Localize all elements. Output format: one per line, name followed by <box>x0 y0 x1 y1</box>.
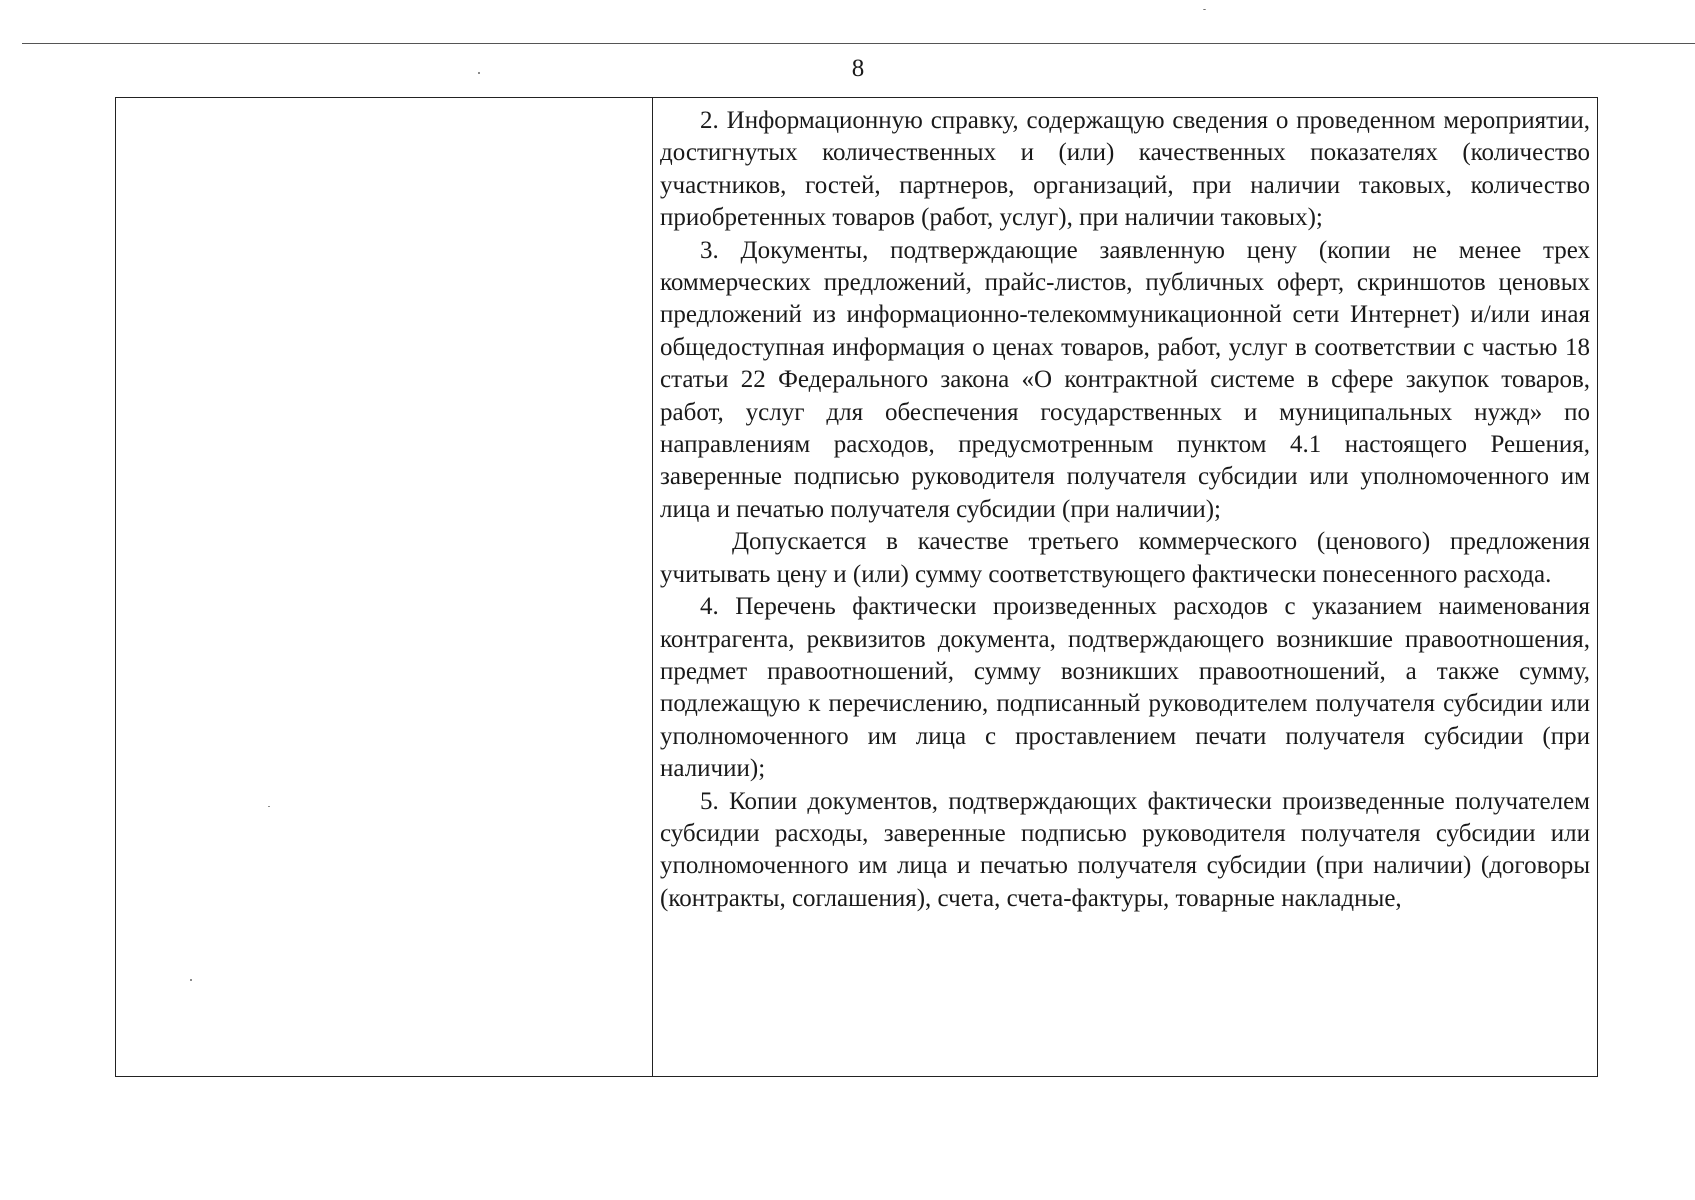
table-left-cell <box>116 98 653 1076</box>
header-rule <box>22 43 1695 44</box>
scan-speck <box>268 806 270 807</box>
page-number: 8 <box>851 55 865 82</box>
document-body <box>660 105 1590 1073</box>
scan-speck <box>478 72 480 74</box>
scan-speck <box>1203 9 1206 10</box>
paragraph-item-4: 4. Перечень фактически произведенных расходов с указанием наименования контрагента, реквизитов документа, подтверждающего возникшие правоотношения, предмет правоотношений, сумму возникших правоотношений, а также сумму, подлежащую к перечислению, подписанный руководителем получателя субсидии или уполномоченного им лица с проставлением печати получателя субсидии (при наличии); <box>660 593 1590 783</box>
scan-speck <box>190 979 192 981</box>
paragraph-item-5: 5. Копии документов, подтверждающих фактически произведенные получателем субсидии расходы, заверенные подписью руководителя получателя субсидии или уполномоченного им лица и печатью получателя субсидии (при наличии) (договоры (контракты, соглашения), счета, счета-фактуры, товарные накладные, <box>660 787 1590 912</box>
paragraph-item-2: 2. Информационную справку, содержащую сведения о проведенном мероприятии, достигнутых количественных и (или) качественных показателях (количество участников, гостей, партнеров, организаций, при наличии таковых, количество приобретенных товаров (работ, услуг), при наличии таковых); <box>660 107 1590 232</box>
paragraph-item-3-note: Допускается в качестве третьего коммерческого (ценового) предложения учитывать цену и (или) сумму соответствующего фактически понесенного расхода. <box>660 528 1590 588</box>
paragraph-item-3: 3. Документы, подтверждающие заявленную цену (копии не менее трех коммерческих предложений, прайс-листов, публичных оферт, скриншотов ценовых предложений из информационно-телекоммуникационной сети Интернет) и/или иная общедоступная информация о ценах товаров, работ, услуг в соответствии с частью 18 статьи 22 Федерального закона «О контрактной системе в сфере закупок товаров, работ, услуг для обеспечения государственных и муниципальных нужд» по направлениям расходов, предусмотренным пунктом 4.1 настоящего Решения, заверенные подписью руководителя получателя субсидии или уполномоченного им лица и печатью получателя субсидии (при наличии); <box>660 236 1590 523</box>
